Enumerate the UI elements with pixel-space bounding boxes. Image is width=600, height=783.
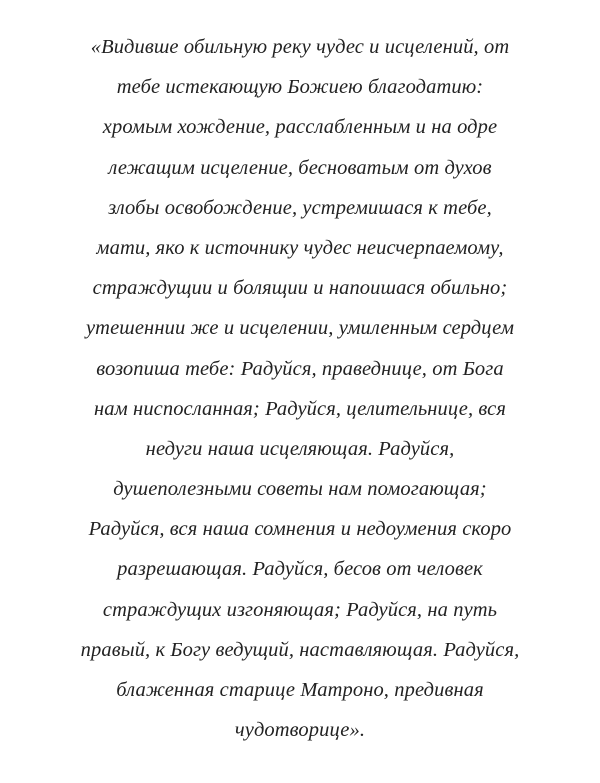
text-line: тебе истекающую Божиею благодатию: <box>116 76 484 99</box>
text-line: страждущих изгоняющая; Радуйся, на путь <box>102 598 498 621</box>
text-line: утешеннии же и исцелении, умиленным сердцем <box>85 317 514 340</box>
text-line: Радуйся, вся наша сомнения и недоумения скоро <box>88 518 512 541</box>
text-line: блаженная старице Матроно, предивная <box>116 679 484 701</box>
text-line: хромым хождение, расслабленным и на одре <box>102 116 498 139</box>
text-line: нам ниспосланная; Радуйся, целительнице, вся <box>94 397 506 420</box>
prayer-text <box>0 27 600 750</box>
text-line: недуги наша исцеляющая. Радуйся, <box>145 437 455 460</box>
text-line: «Видивше обильную реку чудес и исцелений, от <box>90 36 510 58</box>
text-line: мати, яко к источнику чудес неисчерпаемому, <box>96 236 504 259</box>
text-line: возопиша тебе: Радуйся, праведнице, от Бога <box>96 357 504 380</box>
text-line: разрешающая. Радуйся, бесов от человек <box>117 558 483 581</box>
text-line: лежащим исцеление, бесноватым от духов <box>108 156 492 179</box>
text-line: страждущии и болящии и напоишася обильно; <box>92 277 508 300</box>
text-line: злобы освобождение, устремишася к тебе, <box>108 196 492 219</box>
text-line: правый, к Богу ведущий, наставляющая. Радуйся, <box>80 638 520 661</box>
text-line: чудотворице». <box>234 719 366 742</box>
text-line: душеполезными советы нам помогающая; <box>113 478 487 501</box>
